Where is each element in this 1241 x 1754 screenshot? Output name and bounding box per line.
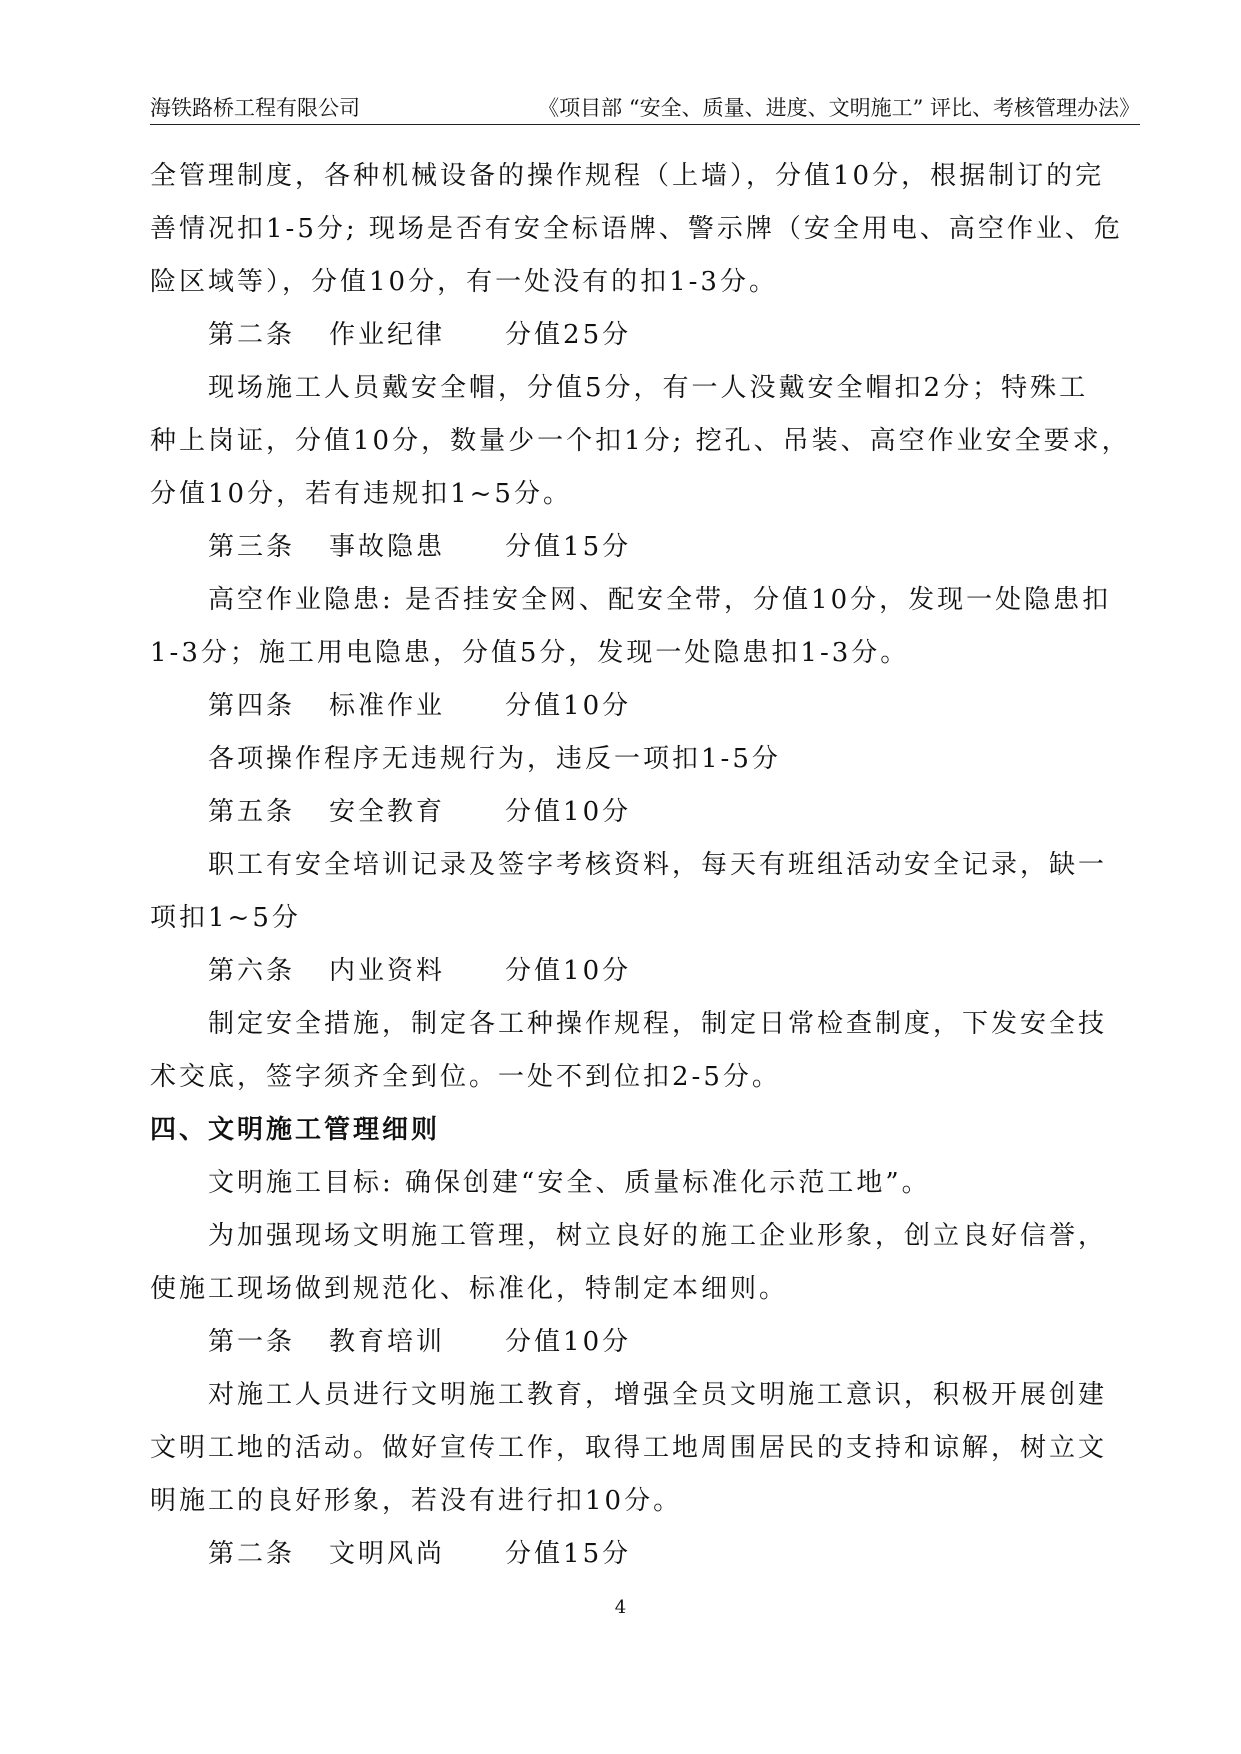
article-number: 第五条 (208, 797, 296, 827)
body-text-line: 为加强现场文明施工管理，树立良好的施工企业形象，创立良好信誉， (208, 1221, 1108, 1251)
article-name: 事故隐患 (329, 532, 446, 562)
article-score: 分值10分 (505, 1327, 632, 1357)
body-text-line: 文明施工目标: 确保创建“安全、质量标准化示范工地”。 (208, 1168, 931, 1198)
body-text-line: 制定安全措施，制定各工种操作规程，制定日常检查制度，下发安全技 (208, 1009, 1108, 1039)
article-score: 分值10分 (505, 956, 632, 986)
document-body (150, 150, 1140, 1581)
article-heading (150, 1528, 1140, 1581)
article-number: 第二条 (208, 320, 296, 350)
article-heading (150, 786, 1140, 839)
article-name: 文明风尚 (329, 1539, 446, 1569)
body-text-line: 文明工地的活动。做好宣传工作，取得工地周围居民的支持和谅解，树立文 (150, 1433, 1108, 1463)
article-number: 第六条 (208, 956, 296, 986)
body-text-line: 高空作业隐患: 是否挂安全网、配安全带，分值10分，发现一处隐患扣 (208, 585, 1112, 615)
article-heading (150, 521, 1140, 574)
header-company: 海铁路桥工程有限公司 (150, 96, 360, 120)
article-name: 教育培训 (329, 1327, 446, 1357)
article-number: 第一条 (208, 1327, 296, 1357)
article-heading (150, 1316, 1140, 1369)
article-heading (150, 945, 1140, 998)
article-heading (150, 309, 1140, 362)
body-text-line: 术交底，签字须齐全到位。一处不到位扣2-5分。 (150, 1062, 781, 1092)
article-score: 分值15分 (505, 532, 632, 562)
body-text-line: 险区域等），分值10分，有一处没有的扣1-3分。 (150, 267, 778, 297)
body-text-line: 分值10分，若有违规扣1~5分。 (150, 479, 572, 509)
article-number: 第二条 (208, 1539, 296, 1569)
body-text-line: 种上岗证，分值10分，数量少一个扣1分; 挖孔、吊装、高空作业安全要求， (150, 426, 1131, 456)
article-number: 第四条 (208, 691, 296, 721)
body-text-line: 对施工人员进行文明施工教育，增强全员文明施工意识，积极开展创建 (208, 1380, 1108, 1410)
body-text-line: 明施工的良好形象，若没有进行扣10分。 (150, 1486, 683, 1516)
article-score: 分值15分 (505, 1539, 632, 1569)
article-number: 第三条 (208, 532, 296, 562)
section-heading: 四、文明施工管理细则 (150, 1115, 441, 1145)
article-name: 作业纪律 (329, 320, 446, 350)
page-number: 4 (614, 1597, 627, 1618)
body-text-line: 职工有安全培训记录及签字考核资料，每天有班组活动安全记录，缺一 (208, 850, 1108, 880)
article-score: 分值10分 (505, 797, 632, 827)
body-text-line: 善情况扣1-5分; 现场是否有安全标语牌、警示牌（安全用电、高空作业、危 (150, 214, 1123, 244)
body-text-line: 项扣1~5分 (150, 903, 301, 933)
page-header (150, 90, 1140, 125)
body-text-line: 现场施工人员戴安全帽，分值5分，有一人没戴安全帽扣2分；特殊工 (208, 373, 1089, 403)
body-text-line: 使施工现场做到规范化、标准化，特制定本细则。 (150, 1274, 789, 1304)
article-heading (150, 680, 1140, 733)
article-score: 分值10分 (505, 691, 632, 721)
body-text-line: 1-3分；施工用电隐患，分值5分，发现一处隐患扣1-3分。 (150, 638, 910, 668)
article-name: 内业资料 (329, 956, 446, 986)
article-name: 标准作业 (329, 691, 446, 721)
body-text-line: 全管理制度，各种机械设备的操作规程（上墙），分值10分，根据制订的完 (150, 161, 1105, 191)
header-document-title: 《项目部 “安全、质量、进度、文明施工” 评比、考核管理办法》 (538, 96, 1140, 120)
body-text-line: 各项操作程序无违规行为，违反一项扣1-5分 (208, 744, 781, 774)
article-score: 分值25分 (505, 320, 632, 350)
article-name: 安全教育 (329, 797, 446, 827)
